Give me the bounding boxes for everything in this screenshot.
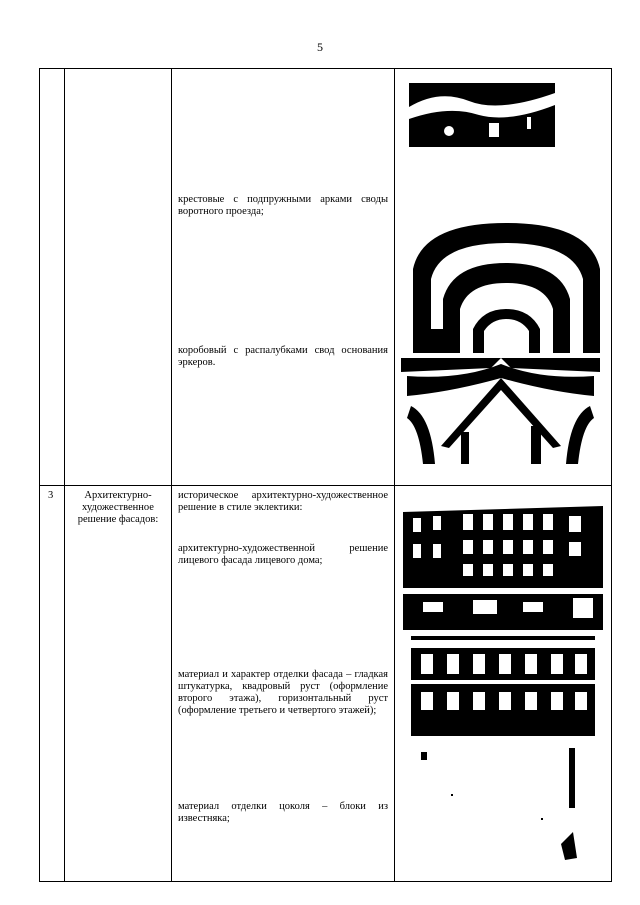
- table-row: [40, 69, 612, 486]
- row-number: 3: [40, 486, 65, 882]
- row-number: [40, 69, 65, 486]
- row-description: [172, 486, 395, 882]
- facade-photo: [403, 498, 603, 630]
- row-name: Архитектурно-художественное решение фасадов:: [65, 486, 172, 882]
- photo-cell: [395, 486, 612, 882]
- table-row: [40, 486, 612, 882]
- row-name: [65, 69, 172, 486]
- facade-detail-photo: [411, 636, 595, 736]
- document-table: [39, 68, 612, 882]
- paragraph: материал и характер отделки фасада – гладкая штукатурка, квадровый руст (оформление второго этажа), горизонтальный руст (оформление третьего и четвертого этажей);: [178, 669, 388, 716]
- paragraph: архитектурно-художественной решение лицевого фасада лицевого дома;: [178, 543, 388, 566]
- page-number: 5: [317, 40, 323, 54]
- bay-window-vault-photo: [401, 356, 600, 464]
- paragraph: историческое архитектурно-художественное решение в стиле эклектики:: [178, 490, 388, 513]
- plinth-photo: [421, 748, 597, 868]
- vault-photo-top: [409, 83, 555, 147]
- paragraph: крестовые с подпружными арками своды воротного проезда;: [178, 194, 388, 217]
- row-description: [172, 69, 395, 486]
- paragraph: материал отделки цоколя – блоки из известняка;: [178, 801, 388, 824]
- photo-cell: [395, 69, 612, 486]
- paragraph: коробовый с распалубками свод основания эркеров.: [178, 345, 388, 368]
- gate-passage-vault-photo: [413, 219, 600, 353]
